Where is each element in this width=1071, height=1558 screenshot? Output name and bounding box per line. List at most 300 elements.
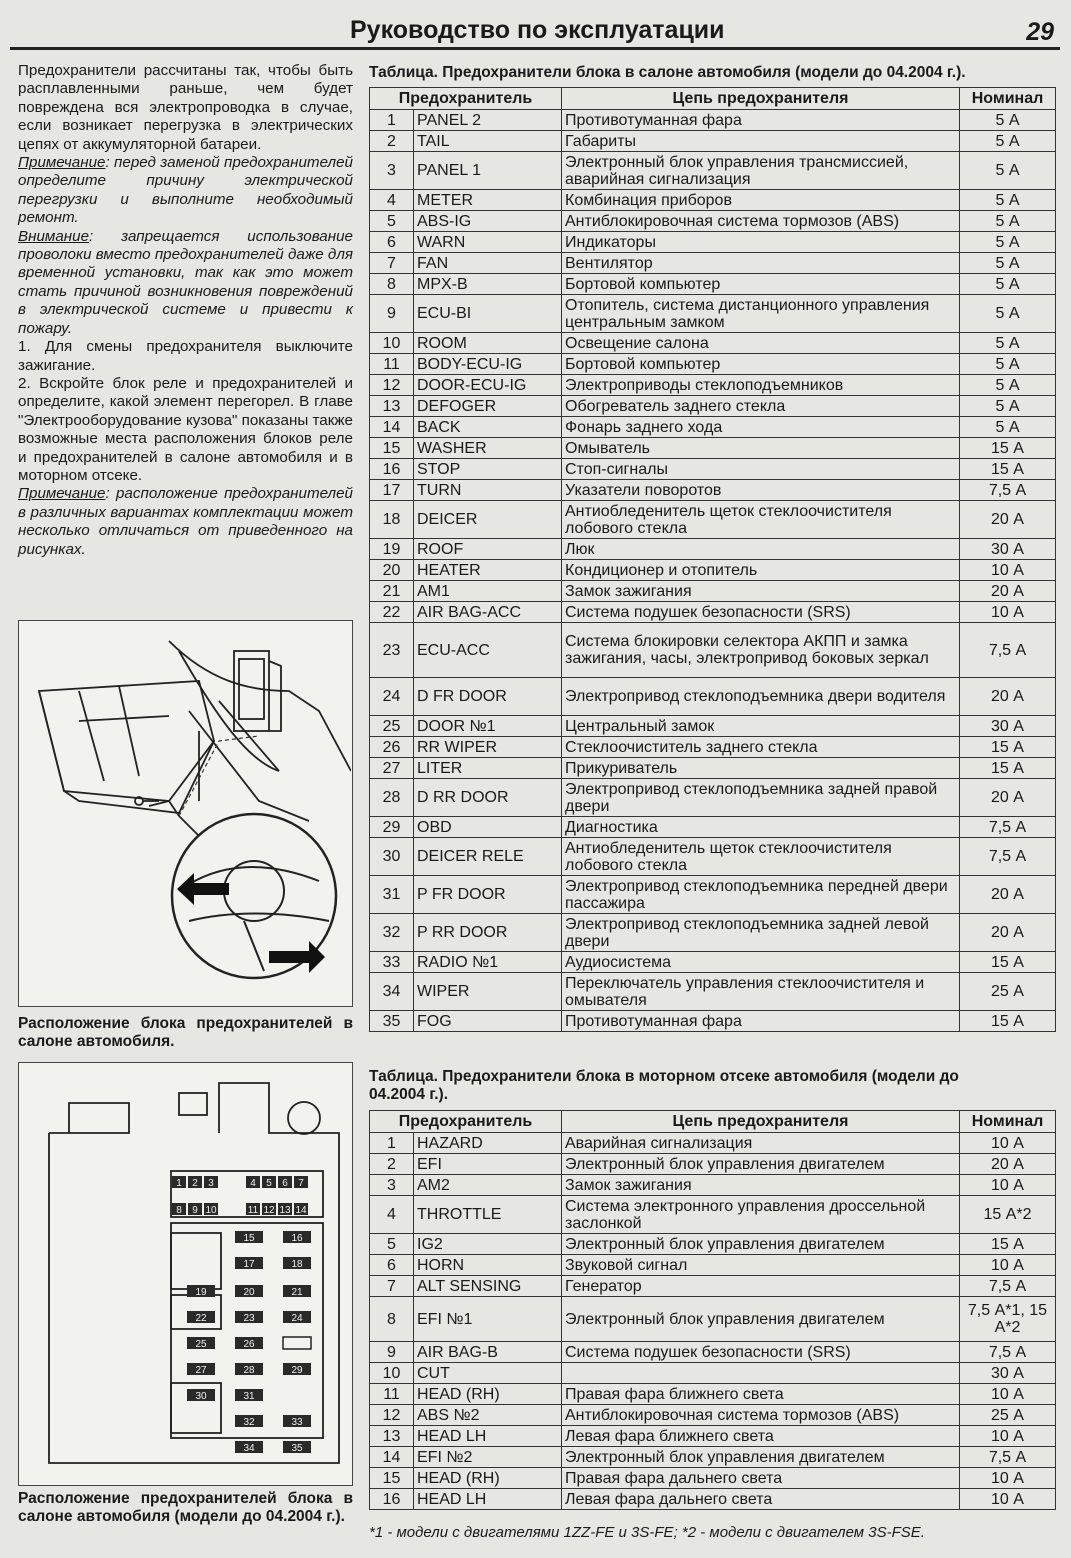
fuse-label-10: 10	[205, 1205, 217, 1216]
figure-2-caption: Расположение предохранителей блока в салоне автомобиля (модели до 04.2004 г.).	[18, 1490, 353, 1525]
fuse-rating: 5 А	[960, 295, 1056, 333]
fuse-name: HEATER	[414, 560, 562, 581]
footnote: *1 - модели с двигателями 1ZZ-FE и 3S-FE; *2 - модели с двигателем 3S-FSE.	[369, 1524, 925, 1541]
fuse-circuit: Индикаторы	[562, 232, 960, 253]
header-fuse: Предохранитель	[370, 88, 562, 110]
fuse-circuit: Замок зажигания	[562, 581, 960, 602]
glovebox-figure	[18, 620, 353, 1007]
fuse-number: 17	[370, 480, 414, 501]
fuse-rating: 20 А	[960, 1154, 1056, 1175]
fuse-name: DOOR-ECU-IG	[414, 375, 562, 396]
fuse-circuit: Переключатель управления стеклоочистителя и омывателя	[562, 973, 960, 1011]
left-column-text	[18, 62, 353, 559]
note-1-text: : перед заменой предохранителей определите причину электрической перегрузки и выполните необходимый ремонт.	[18, 154, 353, 227]
table-row	[370, 560, 1056, 581]
fuse-label-2: 2	[192, 1178, 198, 1189]
fuse-rating: 15 А	[960, 952, 1056, 973]
fuse-name: TAIL	[414, 131, 562, 152]
fuse-rating: 10 А	[960, 1489, 1056, 1510]
table-row	[370, 190, 1056, 211]
fuse-label-26: 26	[243, 1339, 255, 1350]
table-row	[370, 678, 1056, 716]
table-row	[370, 232, 1056, 253]
fuse-rating: 15 А	[960, 438, 1056, 459]
fuse-rating: 5 А	[960, 375, 1056, 396]
fuse-name: ROOM	[414, 333, 562, 354]
table-row	[370, 211, 1056, 232]
note-2-text: : расположение предохранителей в различных вариантах комплектации может несколько отличаться от приведенного на рисунках.	[18, 485, 353, 558]
fuse-label-7: 7	[298, 1178, 304, 1189]
fuse-number: 1	[370, 110, 414, 131]
note-1-label: Примечание	[18, 154, 106, 172]
fuse-rating: 5 А	[960, 190, 1056, 211]
fuse-number: 9	[370, 1342, 414, 1363]
step-2: 2. Вскройте блок реле и предохранителей и определите, какой элемент перегорел. В главе "Электрооборудование кузова" показаны также возможные места расположения блоков реле и предохранителей в салоне автомобиля и в моторном отсеке.	[18, 374, 353, 484]
fuse-label-8: 8	[176, 1205, 182, 1216]
table-row	[370, 817, 1056, 838]
fuse-rating: 5 А	[960, 131, 1056, 152]
fuse-name: P FR DOOR	[414, 876, 562, 914]
fuse-number: 5	[370, 211, 414, 232]
table-row	[370, 1468, 1056, 1489]
fuse-circuit: Электропривод стеклоподъемника задней левой двери	[562, 914, 960, 952]
fuse-name: STOP	[414, 459, 562, 480]
fuse-number: 21	[370, 581, 414, 602]
fuse-label-27: 27	[195, 1365, 207, 1376]
fuse-rating: 5 А	[960, 396, 1056, 417]
header-circuit: Цепь предохранителя	[562, 1111, 960, 1133]
fuse-circuit: Обогреватель заднего стекла	[562, 396, 960, 417]
fuse-circuit: Центральный замок	[562, 716, 960, 737]
fuse-name: HEAD LH	[414, 1489, 562, 1510]
fuse-name: EFI №2	[414, 1447, 562, 1468]
fuse-number: 6	[370, 1255, 414, 1276]
fuse-circuit: Диагностика	[562, 817, 960, 838]
fuse-number: 8	[370, 1297, 414, 1342]
fuse-circuit: Правая фара ближнего света	[562, 1384, 960, 1405]
fuse-number: 3	[370, 1175, 414, 1196]
table-row	[370, 131, 1056, 152]
fuse-rating: 15 А	[960, 459, 1056, 480]
header-circuit: Цепь предохранителя	[562, 88, 960, 110]
fuse-name: MPX-B	[414, 274, 562, 295]
fuse-name: FOG	[414, 1011, 562, 1032]
table-row	[370, 973, 1056, 1011]
fuse-label-21: 21	[291, 1287, 303, 1298]
fuse-number: 13	[370, 396, 414, 417]
fuse-rating: 15 А	[960, 1011, 1056, 1032]
fuse-rating: 25 А	[960, 1405, 1056, 1426]
fuse-circuit: Отопитель, система дистанционного управления центральным замком	[562, 295, 960, 333]
fuse-name: ECU-ACC	[414, 623, 562, 678]
fuse-label-22: 22	[195, 1313, 207, 1324]
page-title: Руководство по эксплуатации	[350, 16, 725, 44]
fuse-number: 33	[370, 952, 414, 973]
table-row	[370, 758, 1056, 779]
fuse-label-35: 35	[291, 1443, 303, 1454]
fuse-rating: 7,5 А	[960, 1342, 1056, 1363]
glovebox-illustration	[19, 621, 351, 1005]
fuse-circuit: Генератор	[562, 1276, 960, 1297]
fuse-circuit: Электронный блок управления трансмиссией, аварийная сигнализация	[562, 152, 960, 190]
fuse-circuit: Комбинация приборов	[562, 190, 960, 211]
fuse-circuit: Противотуманная фара	[562, 1011, 960, 1032]
fuse-number: 7	[370, 1276, 414, 1297]
fuse-rating: 15 А	[960, 1234, 1056, 1255]
fuse-number: 29	[370, 817, 414, 838]
fuse-rating: 7,5 А	[960, 623, 1056, 678]
fuse-number: 19	[370, 539, 414, 560]
table-row	[370, 333, 1056, 354]
fuse-number: 10	[370, 1363, 414, 1384]
table-row	[370, 1447, 1056, 1468]
fuse-label-3: 3	[208, 1178, 214, 1189]
fuse-circuit: Электропривод стеклоподъемника передней двери пассажира	[562, 876, 960, 914]
fuse-number: 25	[370, 716, 414, 737]
fuse-label-17: 17	[243, 1259, 255, 1270]
fuse-label-6: 6	[282, 1178, 288, 1189]
fuse-circuit: Аварийная сигнализация	[562, 1133, 960, 1154]
fuse-rating: 5 А	[960, 232, 1056, 253]
fuse-rating: 7,5 А	[960, 838, 1056, 876]
fuse-name: TURN	[414, 480, 562, 501]
fuse-circuit: Антиобледенитель щеток стеклоочистителя лобового стекла	[562, 838, 960, 876]
fuse-label-12: 12	[263, 1205, 275, 1216]
fuse-number: 16	[370, 1489, 414, 1510]
table-row	[370, 1234, 1056, 1255]
table-row	[370, 1175, 1056, 1196]
fuse-circuit: Освещение салона	[562, 333, 960, 354]
table-row	[370, 1276, 1056, 1297]
fuse-name: ECU-BI	[414, 295, 562, 333]
fuse-label-30: 30	[195, 1391, 207, 1402]
fuse-circuit: Габариты	[562, 131, 960, 152]
fuse-number: 23	[370, 623, 414, 678]
fuse-name: EFI №1	[414, 1297, 562, 1342]
fuse-circuit: Вентилятор	[562, 253, 960, 274]
fuse-number: 2	[370, 1154, 414, 1175]
fuse-number: 26	[370, 737, 414, 758]
fuse-rating: 5 А	[960, 333, 1056, 354]
fuse-number: 15	[370, 438, 414, 459]
fuse-circuit: Фонарь заднего хода	[562, 417, 960, 438]
note-2	[18, 485, 353, 559]
fuse-rating: 10 А	[960, 1384, 1056, 1405]
table-row	[370, 375, 1056, 396]
fuse-name: WARN	[414, 232, 562, 253]
table-row	[370, 914, 1056, 952]
table-row	[370, 779, 1056, 817]
fuse-rating: 10 А	[960, 1175, 1056, 1196]
fuse-rating: 20 А	[960, 581, 1056, 602]
fuse-number: 14	[370, 1447, 414, 1468]
fuse-rating: 20 А	[960, 914, 1056, 952]
fuse-label-9: 9	[192, 1205, 198, 1216]
fuse-circuit: Антиблокировочная система тормозов (ABS)	[562, 211, 960, 232]
fuse-circuit: Бортовой компьютер	[562, 274, 960, 295]
table-row	[370, 952, 1056, 973]
fuse-rating: 5 А	[960, 417, 1056, 438]
table-row	[370, 295, 1056, 333]
fuse-circuit: Стеклоочиститель заднего стекла	[562, 737, 960, 758]
fuse-rating: 7,5 А	[960, 1276, 1056, 1297]
fuse-name: D FR DOOR	[414, 678, 562, 716]
fuse-rating: 20 А	[960, 501, 1056, 539]
table-2-header-row	[370, 1111, 1056, 1133]
fuse-name: IG2	[414, 1234, 562, 1255]
fuse-rating: 10 А	[960, 1133, 1056, 1154]
fuse-number: 4	[370, 190, 414, 211]
fuse-rating: 20 А	[960, 779, 1056, 817]
fuse-rating: 5 А	[960, 274, 1056, 295]
table-row	[370, 396, 1056, 417]
fuse-name: WIPER	[414, 973, 562, 1011]
fuse-number: 18	[370, 501, 414, 539]
fuse-circuit: Правая фара дальнего света	[562, 1468, 960, 1489]
table-row	[370, 501, 1056, 539]
fuse-label-1: 1	[176, 1178, 182, 1189]
fuse-label-5: 5	[266, 1178, 272, 1189]
fusebox-figure	[18, 1062, 353, 1486]
fuse-number: 14	[370, 417, 414, 438]
fuse-number: 6	[370, 232, 414, 253]
fuse-number: 5	[370, 1234, 414, 1255]
fuse-rating: 30 А	[960, 716, 1056, 737]
table-row	[370, 1363, 1056, 1384]
fuse-name: OBD	[414, 817, 562, 838]
fuse-number: 12	[370, 1405, 414, 1426]
fuse-rating: 10 А	[960, 1426, 1056, 1447]
fuse-rating: 30 А	[960, 539, 1056, 560]
fuse-circuit: Замок зажигания	[562, 1175, 960, 1196]
fuse-circuit: Система подушек безопасности (SRS)	[562, 602, 960, 623]
page-header	[10, 10, 1060, 50]
fuse-circuit: Электронный блок управления двигателем	[562, 1297, 960, 1342]
fuse-number: 7	[370, 253, 414, 274]
fuse-rating: 5 А	[960, 354, 1056, 375]
fuse-circuit	[562, 1363, 960, 1384]
fuse-rating: 10 А	[960, 560, 1056, 581]
fuse-label-14: 14	[295, 1205, 307, 1216]
fuse-circuit: Левая фара ближнего света	[562, 1426, 960, 1447]
fuse-name: DOOR №1	[414, 716, 562, 737]
fuse-circuit: Бортовой компьютер	[562, 354, 960, 375]
table-1-title: Таблица. Предохранители блока в салоне автомобиля (модели до 04.2004 г.).	[369, 64, 966, 81]
table-row	[370, 1154, 1056, 1175]
fuse-rating: 10 А	[960, 1255, 1056, 1276]
fuse-number: 8	[370, 274, 414, 295]
fuse-name: HEAD LH	[414, 1426, 562, 1447]
table-row	[370, 539, 1056, 560]
table-row	[370, 459, 1056, 480]
fuse-number: 34	[370, 973, 414, 1011]
fuse-label-33: 33	[291, 1417, 303, 1428]
fuse-name: ALT SENSING	[414, 1276, 562, 1297]
fuse-name: AIR BAG-ACC	[414, 602, 562, 623]
fuse-rating: 7,5 А	[960, 480, 1056, 501]
fuse-number: 24	[370, 678, 414, 716]
fuse-rating: 5 А	[960, 253, 1056, 274]
warning	[18, 228, 353, 338]
page-number: 29	[1026, 18, 1054, 46]
table-row	[370, 1255, 1056, 1276]
table-row	[370, 417, 1056, 438]
fuse-number: 15	[370, 1468, 414, 1489]
fuse-circuit: Антиблокировочная система тормозов (ABS)	[562, 1405, 960, 1426]
fuse-name: RADIO №1	[414, 952, 562, 973]
fuse-label-11: 11	[247, 1205, 259, 1216]
header-rating: Номинал	[960, 1111, 1056, 1133]
fuse-number: 27	[370, 758, 414, 779]
fuse-circuit: Кондиционер и отопитель	[562, 560, 960, 581]
table-row	[370, 253, 1056, 274]
fuse-label-32: 32	[243, 1417, 255, 1428]
fuse-number: 11	[370, 1384, 414, 1405]
table-row	[370, 581, 1056, 602]
fuse-label-25: 25	[195, 1339, 207, 1350]
fuse-circuit: Система подушек безопасности (SRS)	[562, 1342, 960, 1363]
fuse-rating: 30 А	[960, 1363, 1056, 1384]
fuse-label-19: 19	[195, 1287, 207, 1298]
fuse-rating: 20 А	[960, 876, 1056, 914]
fuse-name: CUT	[414, 1363, 562, 1384]
table-row	[370, 1133, 1056, 1154]
fuse-label-29: 29	[291, 1365, 303, 1376]
fuse-circuit: Электронный блок управления двигателем	[562, 1447, 960, 1468]
fuse-number: 32	[370, 914, 414, 952]
table-row	[370, 480, 1056, 501]
fuse-circuit: Электропривод стеклоподъемника двери водителя	[562, 678, 960, 716]
fuse-label-18: 18	[291, 1259, 303, 1270]
intro-paragraph: Предохранители рассчитаны так, чтобы быть расплавленными раньше, чем будет повреждена вся электропроводка в случае, если возникает перегрузка в электрических цепях от аккумуляторной батареи.	[18, 62, 353, 153]
table-row	[370, 737, 1056, 758]
cabin-fuse-table	[369, 87, 1056, 1032]
fuse-circuit: Электронный блок управления двигателем	[562, 1234, 960, 1255]
fuse-number: 22	[370, 602, 414, 623]
fuse-circuit: Антиобледенитель щеток стеклоочистителя лобового стекла	[562, 501, 960, 539]
table-row	[370, 1297, 1056, 1342]
fuse-circuit: Люк	[562, 539, 960, 560]
fuse-name: D RR DOOR	[414, 779, 562, 817]
fuse-name: BODY-ECU-IG	[414, 354, 562, 375]
fuse-label-4: 4	[250, 1178, 256, 1189]
fuse-number: 12	[370, 375, 414, 396]
fuse-circuit: Омыватель	[562, 438, 960, 459]
fuse-rating: 5 А	[960, 152, 1056, 190]
fuse-name: ABS №2	[414, 1405, 562, 1426]
figure-1-caption: Расположение блока предохранителей в салоне автомобиля.	[18, 1015, 353, 1050]
fuse-rating: 5 А	[960, 211, 1056, 232]
fuse-circuit: Стоп-сигналы	[562, 459, 960, 480]
fuse-rating: 5 А	[960, 110, 1056, 131]
fuse-rating: 15 А*2	[960, 1196, 1056, 1234]
fuse-name: EFI	[414, 1154, 562, 1175]
header-rating: Номинал	[960, 88, 1056, 110]
fuse-rating: 10 А	[960, 1468, 1056, 1489]
fuse-circuit: Левая фара дальнего света	[562, 1489, 960, 1510]
fuse-rating: 20 А	[960, 678, 1056, 716]
fuse-number: 16	[370, 459, 414, 480]
fuse-label-24: 24	[291, 1313, 303, 1324]
table-1-header-row	[370, 88, 1056, 110]
fuse-number: 13	[370, 1426, 414, 1447]
fuse-name: HORN	[414, 1255, 562, 1276]
fuse-label-28: 28	[243, 1365, 255, 1376]
table-row	[370, 1196, 1056, 1234]
fuse-name: DEICER	[414, 501, 562, 539]
note-2-label: Примечание	[18, 485, 106, 503]
fuse-name: METER	[414, 190, 562, 211]
fuse-name: AIR BAG-B	[414, 1342, 562, 1363]
fuse-circuit: Электропривод стеклоподъемника задней правой двери	[562, 779, 960, 817]
fuse-circuit: Система электронного управления дроссельной заслонкой	[562, 1196, 960, 1234]
fuse-rating: 7,5 А*1, 15 А*2	[960, 1297, 1056, 1342]
fuse-name: WASHER	[414, 438, 562, 459]
table-row	[370, 838, 1056, 876]
fuse-name: DEICER RELE	[414, 838, 562, 876]
fuse-circuit: Электронный блок управления двигателем	[562, 1154, 960, 1175]
fuse-name: THROTTLE	[414, 1196, 562, 1234]
table-row	[370, 876, 1056, 914]
table-row	[370, 716, 1056, 737]
table-row	[370, 1489, 1056, 1510]
fuse-label-23: 23	[243, 1313, 255, 1324]
table-row	[370, 354, 1056, 375]
fuse-circuit: Указатели поворотов	[562, 480, 960, 501]
fuse-circuit: Звуковой сигнал	[562, 1255, 960, 1276]
fuse-name: HEAD (RH)	[414, 1468, 562, 1489]
fuse-circuit: Прикуриватель	[562, 758, 960, 779]
fuse-number: 11	[370, 354, 414, 375]
fuse-rating: 10 А	[960, 602, 1056, 623]
fusebox-layout	[19, 1063, 351, 1484]
fuse-name: HAZARD	[414, 1133, 562, 1154]
fuse-circuit: Противотуманная фара	[562, 110, 960, 131]
table-2-title: Таблица. Предохранители блока в моторном отсеке автомобиля (модели до 04.2004 г.).	[369, 1068, 959, 1103]
table-row	[370, 438, 1056, 459]
fuse-name: PANEL 1	[414, 152, 562, 190]
fuse-name: ROOF	[414, 539, 562, 560]
table-row	[370, 602, 1056, 623]
engine-fuse-table	[369, 1110, 1056, 1510]
fuse-number: 2	[370, 131, 414, 152]
fuse-number: 10	[370, 333, 414, 354]
fuse-name: AM1	[414, 581, 562, 602]
fuse-rating: 7,5 А	[960, 817, 1056, 838]
fuse-number: 35	[370, 1011, 414, 1032]
fuse-name: LITER	[414, 758, 562, 779]
fuse-label-15: 15	[243, 1233, 255, 1244]
fuse-name: ABS-IG	[414, 211, 562, 232]
table-row	[370, 1342, 1056, 1363]
fuse-circuit: Аудиосистема	[562, 952, 960, 973]
fuse-circuit: Система блокировки селектора АКПП и замка зажигания, часы, электропривод боковых зеркал	[562, 623, 960, 678]
table-row	[370, 110, 1056, 131]
table-row	[370, 1011, 1056, 1032]
fuse-number: 20	[370, 560, 414, 581]
fuse-rating: 15 А	[960, 758, 1056, 779]
fuse-number: 1	[370, 1133, 414, 1154]
fuse-name: FAN	[414, 253, 562, 274]
fuse-number: 4	[370, 1196, 414, 1234]
fuse-number: 9	[370, 295, 414, 333]
fuse-circuit: Электроприводы стеклоподъемников	[562, 375, 960, 396]
fuse-rating: 7,5 А	[960, 1447, 1056, 1468]
table-row	[370, 623, 1056, 678]
note-1	[18, 154, 353, 228]
fuse-label-16: 16	[291, 1233, 303, 1244]
header-fuse: Предохранитель	[370, 1111, 562, 1133]
